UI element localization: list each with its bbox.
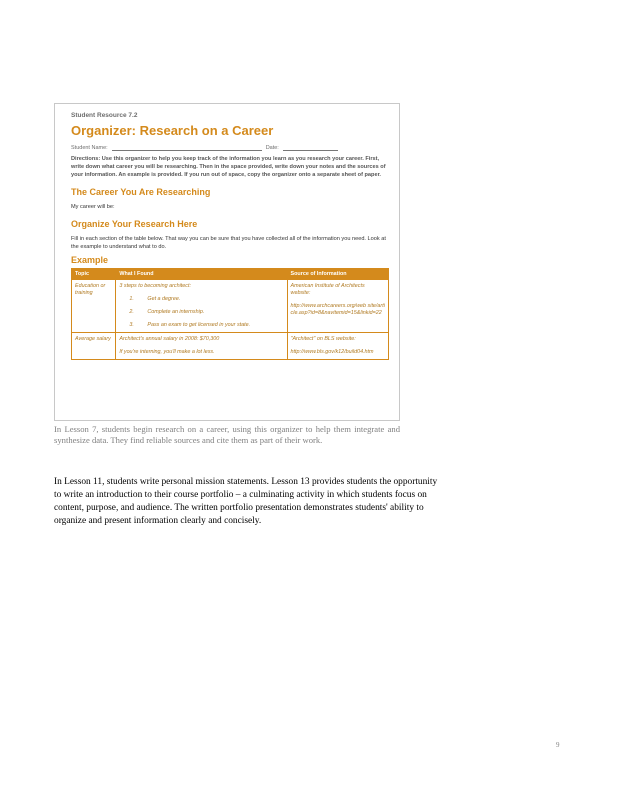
table-header: Source of Information: [287, 269, 388, 280]
found-cell: [116, 333, 287, 360]
organizer-figure: [54, 103, 400, 421]
body-paragraph: In Lesson 11, students write personal mission statements. Lesson 13 provides students the opportunity to write an introduction to their course portfolio – a culminating activity in which students focus on content, purpose, and audience. The written portfolio presentation demonstrates students' ability to organize and present information clearly and concisely.: [54, 477, 438, 526]
table-header: Topic: [72, 269, 116, 280]
resource-label: Student Resource 7.2: [71, 112, 138, 119]
date-label: Date:: [265, 145, 279, 151]
topic-cell: Education or training: [72, 280, 116, 333]
topic-cell: Average salary: [72, 333, 116, 360]
source-cell: [287, 280, 388, 333]
organize-text: Fill in each section of the table below. That way you can be sure that you have collected all of the information you need. Look at the example to understand what to do.: [71, 236, 386, 250]
example-table: [71, 268, 389, 360]
source-cell: [287, 333, 388, 360]
list-item: 2. Complete an internship.: [129, 309, 205, 315]
steps-list: [119, 296, 283, 329]
source-name: American Institute of Architects website:: [290, 283, 365, 296]
table-row: [72, 333, 389, 360]
list-item: 1. Get a degree.: [129, 296, 181, 302]
organizer-content: [71, 112, 389, 412]
organize-heading: Organize Your Research Here: [71, 219, 198, 229]
source-url: http://www.bls.gov/k12/build04.htm: [290, 349, 374, 355]
career-heading: The Career You Are Researching: [71, 187, 211, 197]
student-name-label: Student Name:: [71, 145, 108, 151]
found-note: If you're interning, you'll make a lot less.: [119, 349, 215, 355]
found-cell: [116, 280, 287, 333]
table-header-row: [72, 269, 389, 280]
found-intro: 3 steps to becoming architect:: [119, 283, 191, 289]
example-heading: Example: [71, 255, 109, 265]
page-number: 9: [556, 741, 560, 749]
career-line: My career will be:: [71, 204, 115, 210]
table-row: [72, 280, 389, 333]
student-name-blank: [112, 144, 262, 151]
organizer-title: Organizer: Research on a Career: [71, 123, 274, 138]
figure-caption: In Lesson 7, students begin research on a career, using this organizer to help them integrate and synthesize data. They find reliable sources and cite them as part of their work.: [54, 424, 400, 445]
list-item: 3. Pass an exam to get licensed in your state.: [129, 322, 251, 328]
found-intro: Architect's annual salary in 2008: $70,300: [119, 336, 220, 342]
name-date-line: [71, 144, 389, 151]
table-header: What I Found: [116, 269, 287, 280]
source-url: http://www.archcareers.org/web site/article.asp?id=8&navitemid=15&linkid=22: [290, 303, 385, 316]
directions-text: Directions: Use this organizer to help you keep track of the information you learn as you research your career. First, write down what career you will be researching. Then in the space provided, write down your notes and the sources of your information. An example is provided. If you run out of space, copy the organizer onto a separate sheet of paper.: [71, 156, 386, 178]
source-name: "Architect" on BLS website:: [290, 336, 356, 342]
date-blank: [283, 144, 338, 151]
